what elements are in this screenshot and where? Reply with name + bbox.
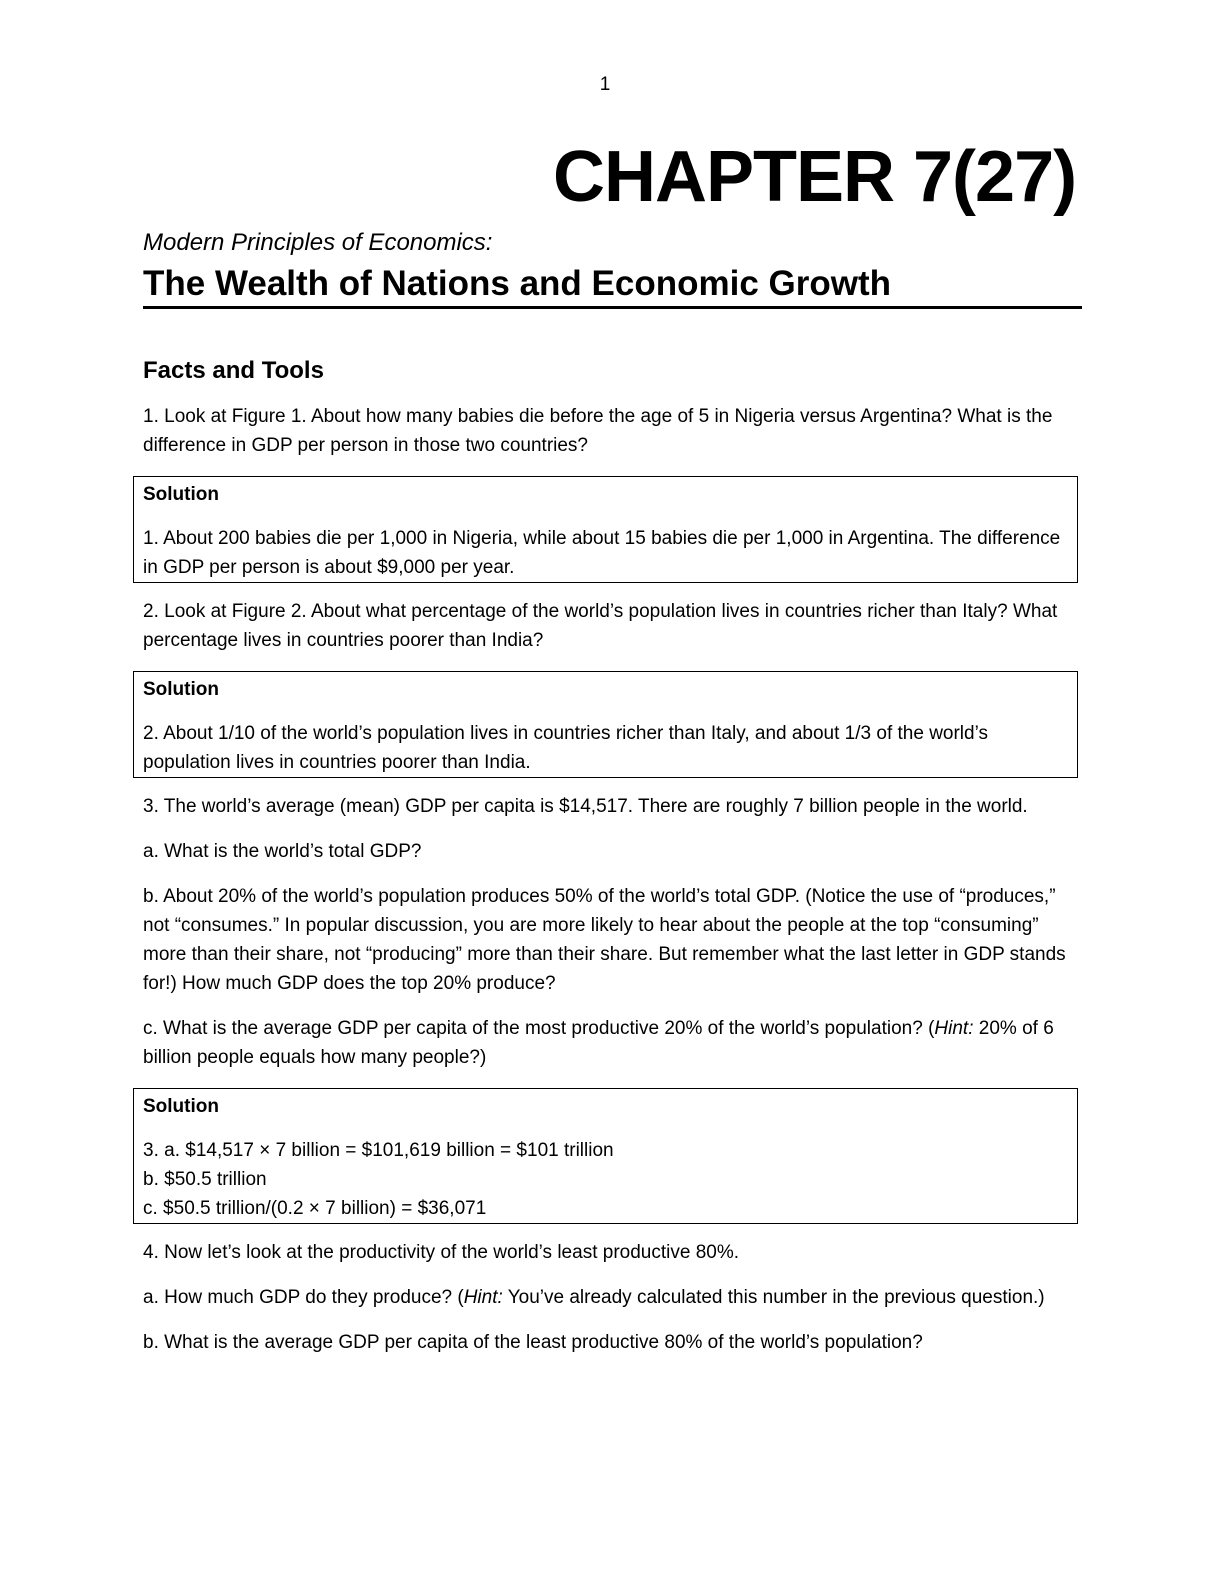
solution-box-2 [133, 671, 1078, 778]
question-4a-tail: You’ve already calculated this number in the previous question.) [502, 1287, 1045, 1308]
question-4b: b. What is the average GDP per capita of the least productive 80% of the world’s population? [143, 1332, 923, 1353]
solution-label: Solution [143, 1096, 219, 1117]
solution-label: Solution [143, 679, 219, 700]
solution-label: Solution [143, 484, 219, 505]
hint-label: Hint: [463, 1287, 503, 1308]
document-body [143, 354, 1078, 1373]
question-3c-tail: 20% of 6 billion people equals how many people?) [143, 1018, 1054, 1068]
question-4a [143, 1283, 1078, 1312]
question-3c-lead: c. What is the average GDP per capita of the most productive 20% of the world’s population? ( [143, 1018, 935, 1039]
page-number: 1 [599, 74, 611, 95]
title-rule [143, 306, 1082, 309]
question-4a-lead: a. How much GDP do they produce? ( [143, 1287, 464, 1308]
question-4: 4. Now let’s look at the productivity of the world’s least productive 80%. [143, 1242, 739, 1263]
question-3c [143, 1014, 1078, 1072]
solution-box-3 [133, 1088, 1078, 1224]
question-3a: a. What is the world’s total GDP? [143, 841, 422, 862]
solution-3-lines [143, 1136, 1067, 1223]
solution-2-text: 2. About 1/10 of the world’s population lives in countries richer than Italy, and about 1/3 of the world’s population lives in countries poorer than India. [143, 723, 988, 773]
section-heading: Facts and Tools [143, 357, 324, 384]
book-title: Modern Principles of Economics: [143, 229, 493, 256]
solution-3c: c. $50.5 trillion/(0.2 × 7 billion) = $36,071 [143, 1198, 487, 1219]
question-3: 3. The world’s average (mean) GDP per capita is $14,517. There are roughly 7 billion people in the world. [143, 796, 1028, 817]
solution-3b: b. $50.5 trillion [143, 1169, 267, 1190]
solution-box-1 [133, 476, 1078, 583]
question-1: 1. Look at Figure 1. About how many babies die before the age of 5 in Nigeria versus Argentina? What is the difference in GDP per person in those two countries? [143, 406, 1053, 456]
chapter-subtitle: The Wealth of Nations and Economic Growth [143, 264, 892, 303]
solution-1-text: 1. About 200 babies die per 1,000 in Nigeria, while about 15 babies die per 1,000 in Argentina. The difference in GDP per person is about $9,000 per year. [143, 528, 1061, 578]
question-2: 2. Look at Figure 2. About what percentage of the world’s population lives in countries richer than Italy? What percentage lives in countries poorer than India? [143, 601, 1058, 651]
question-3b: b. About 20% of the world’s population produces 50% of the world’s total GDP. (Notice the use of “produces,” not “consumes.” In popular discussion, you are more likely to hear about the people at the top “consuming” more than their share, not “producing” more than their share. But remember what the last letter in GDP stands for!) How much GDP does the top 20% produce? [143, 886, 1066, 994]
chapter-title: CHAPTER 7(27) [553, 137, 1077, 217]
solution-3a: 3. a. $14,517 × 7 billion = $101,619 billion = $101 trillion [143, 1140, 614, 1161]
hint-label: Hint: [934, 1018, 974, 1039]
